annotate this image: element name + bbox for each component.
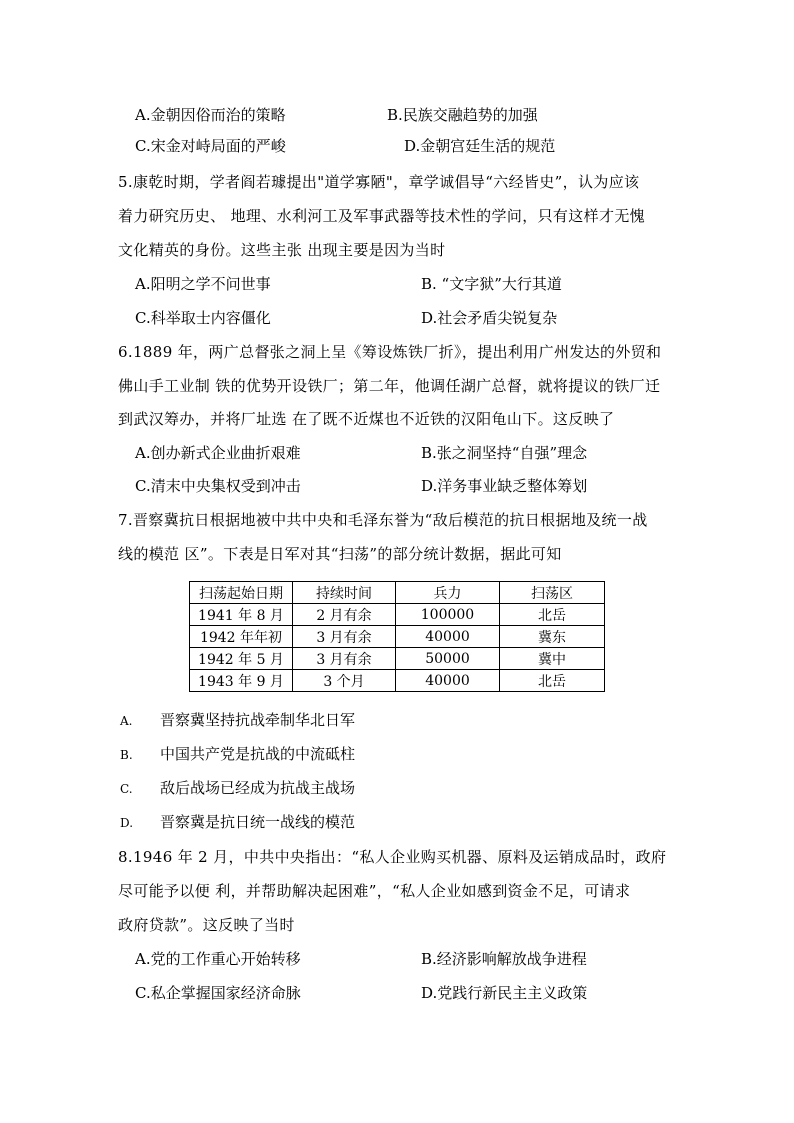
q5-stem-line1: 5.康乾时期，学者阎若璩提出"道学寡陋"，章学诚倡导“六经皆史”，认为应该 [118, 173, 640, 191]
table-row [190, 604, 605, 626]
table-cell: 北岳 [500, 604, 605, 626]
table-cell: 3 个月 [293, 670, 396, 692]
table-cell: 40000 [396, 670, 500, 692]
table-header-cell: 扫荡起始日期 [190, 582, 293, 604]
table-header-row [190, 582, 605, 604]
table-cell: 2 月有余 [293, 604, 396, 626]
q7-stem-line2: 线的模范 区”。下表是日军对其“扫荡”的部分统计数据，据此可知 [118, 545, 562, 563]
q7-option-a-letter: A. [120, 714, 133, 728]
q8-option-c: C.私企掌握国家经济命脉 [135, 984, 301, 1002]
q7-stem-line1: 7.晋察冀抗日根据地被中共中央和毛泽东誉为“敌后模范的抗日根据地及统一战 [118, 511, 648, 529]
q5-option-c: C.科举取士内容僵化 [135, 309, 271, 327]
q7-option-c: 敌后战场已经成为抗战主战场 [160, 779, 356, 797]
q4-option-c: C.宋金对峙局面的严峻 [135, 137, 286, 155]
q5-option-a: A.阳明之学不问世事 [135, 275, 271, 293]
sweep-statistics-table [189, 581, 605, 692]
q5-stem-line2: 着力研究历史、 地理、水利河工及军事武器等技术性的学问，只有这样才无愧 [118, 207, 646, 225]
table-cell: 3 月有余 [293, 648, 396, 670]
table-cell: 40000 [396, 626, 500, 648]
q4-option-d: D.金朝宫廷生活的规范 [404, 137, 556, 155]
q8-stem-line1: 8.1946 年 2 月，中共中央指出：“私人企业购买机器、原料及运销成品时，政府 [118, 848, 667, 866]
table-row [190, 648, 605, 670]
q6-option-b: B.张之洞坚持“自强”理念 [421, 444, 588, 462]
q8-option-a: A.党的工作重心开始转移 [135, 950, 301, 968]
table-cell: 1942 年年初 [190, 626, 293, 648]
q5-option-d: D.社会矛盾尖锐复杂 [421, 309, 558, 327]
q6-option-a: A.创办新式企业曲折艰难 [135, 444, 301, 462]
table-cell: 冀中 [500, 648, 605, 670]
q5-stem-line3: 文化精英的身份。这些主张 出现主要是因为当时 [118, 241, 446, 259]
q7-option-d-letter: D. [120, 816, 134, 830]
q5-option-b: B. “文字狱”大行其道 [421, 275, 562, 293]
q6-stem-line2: 佛山手工业制 铁的优势开设铁厂；第二年，他调任湖广总督，就将提议的铁厂迁 [118, 377, 661, 395]
q7-option-b: 中国共产党是抗战的中流砥柱 [160, 745, 356, 763]
table-header-cell: 兵力 [396, 582, 500, 604]
q4-option-a: A.金朝因俗而治的策略 [135, 106, 286, 124]
q6-stem-line1: 6.1889 年，两广总督张之洞上呈《筹设炼铁厂折》，提出利用广州发达的外贸和 [118, 343, 662, 361]
table-cell: 1941 年 8 月 [190, 604, 293, 626]
table-cell: 100000 [396, 604, 500, 626]
table-header-cell: 扫荡区 [500, 582, 605, 604]
q8-stem-line3: 政府贷款”。这反映了当时 [118, 916, 295, 934]
q6-option-c: C.清末中央集权受到冲击 [135, 477, 301, 495]
table-cell: 50000 [396, 648, 500, 670]
table-cell: 1942 年 5 月 [190, 648, 293, 670]
q8-option-b: B.经济影响解放战争进程 [421, 950, 587, 968]
q6-option-d: D.洋务事业缺乏整体筹划 [421, 477, 588, 495]
table-cell: 3 月有余 [293, 626, 396, 648]
q8-stem-line2: 尽可能予以便 利，并帮助解决起困难”，“私人企业如感到资金不足，可请求 [118, 882, 631, 900]
table-row [190, 626, 605, 648]
q6-stem-line3: 到武汉筹办，并将厂址选 在了既不近煤也不近铁的汉阳龟山下。这反映了 [118, 410, 615, 428]
table-cell: 冀东 [500, 626, 605, 648]
q7-option-a: 晋察冀坚持抗战牵制华北日军 [160, 711, 356, 729]
table-header-cell: 持续时间 [293, 582, 396, 604]
table-cell: 1943 年 9 月 [190, 670, 293, 692]
q4-option-b: B.民族交融趋势的加强 [387, 106, 538, 124]
q8-option-d: D.党践行新民主主义政策 [421, 984, 588, 1002]
q7-option-d: 晋察冀是抗日统一战线的模范 [160, 813, 356, 831]
table-cell: 北岳 [500, 670, 605, 692]
q7-option-c-letter: C. [120, 782, 133, 796]
table-row [190, 670, 605, 692]
q7-option-b-letter: B. [120, 748, 133, 762]
